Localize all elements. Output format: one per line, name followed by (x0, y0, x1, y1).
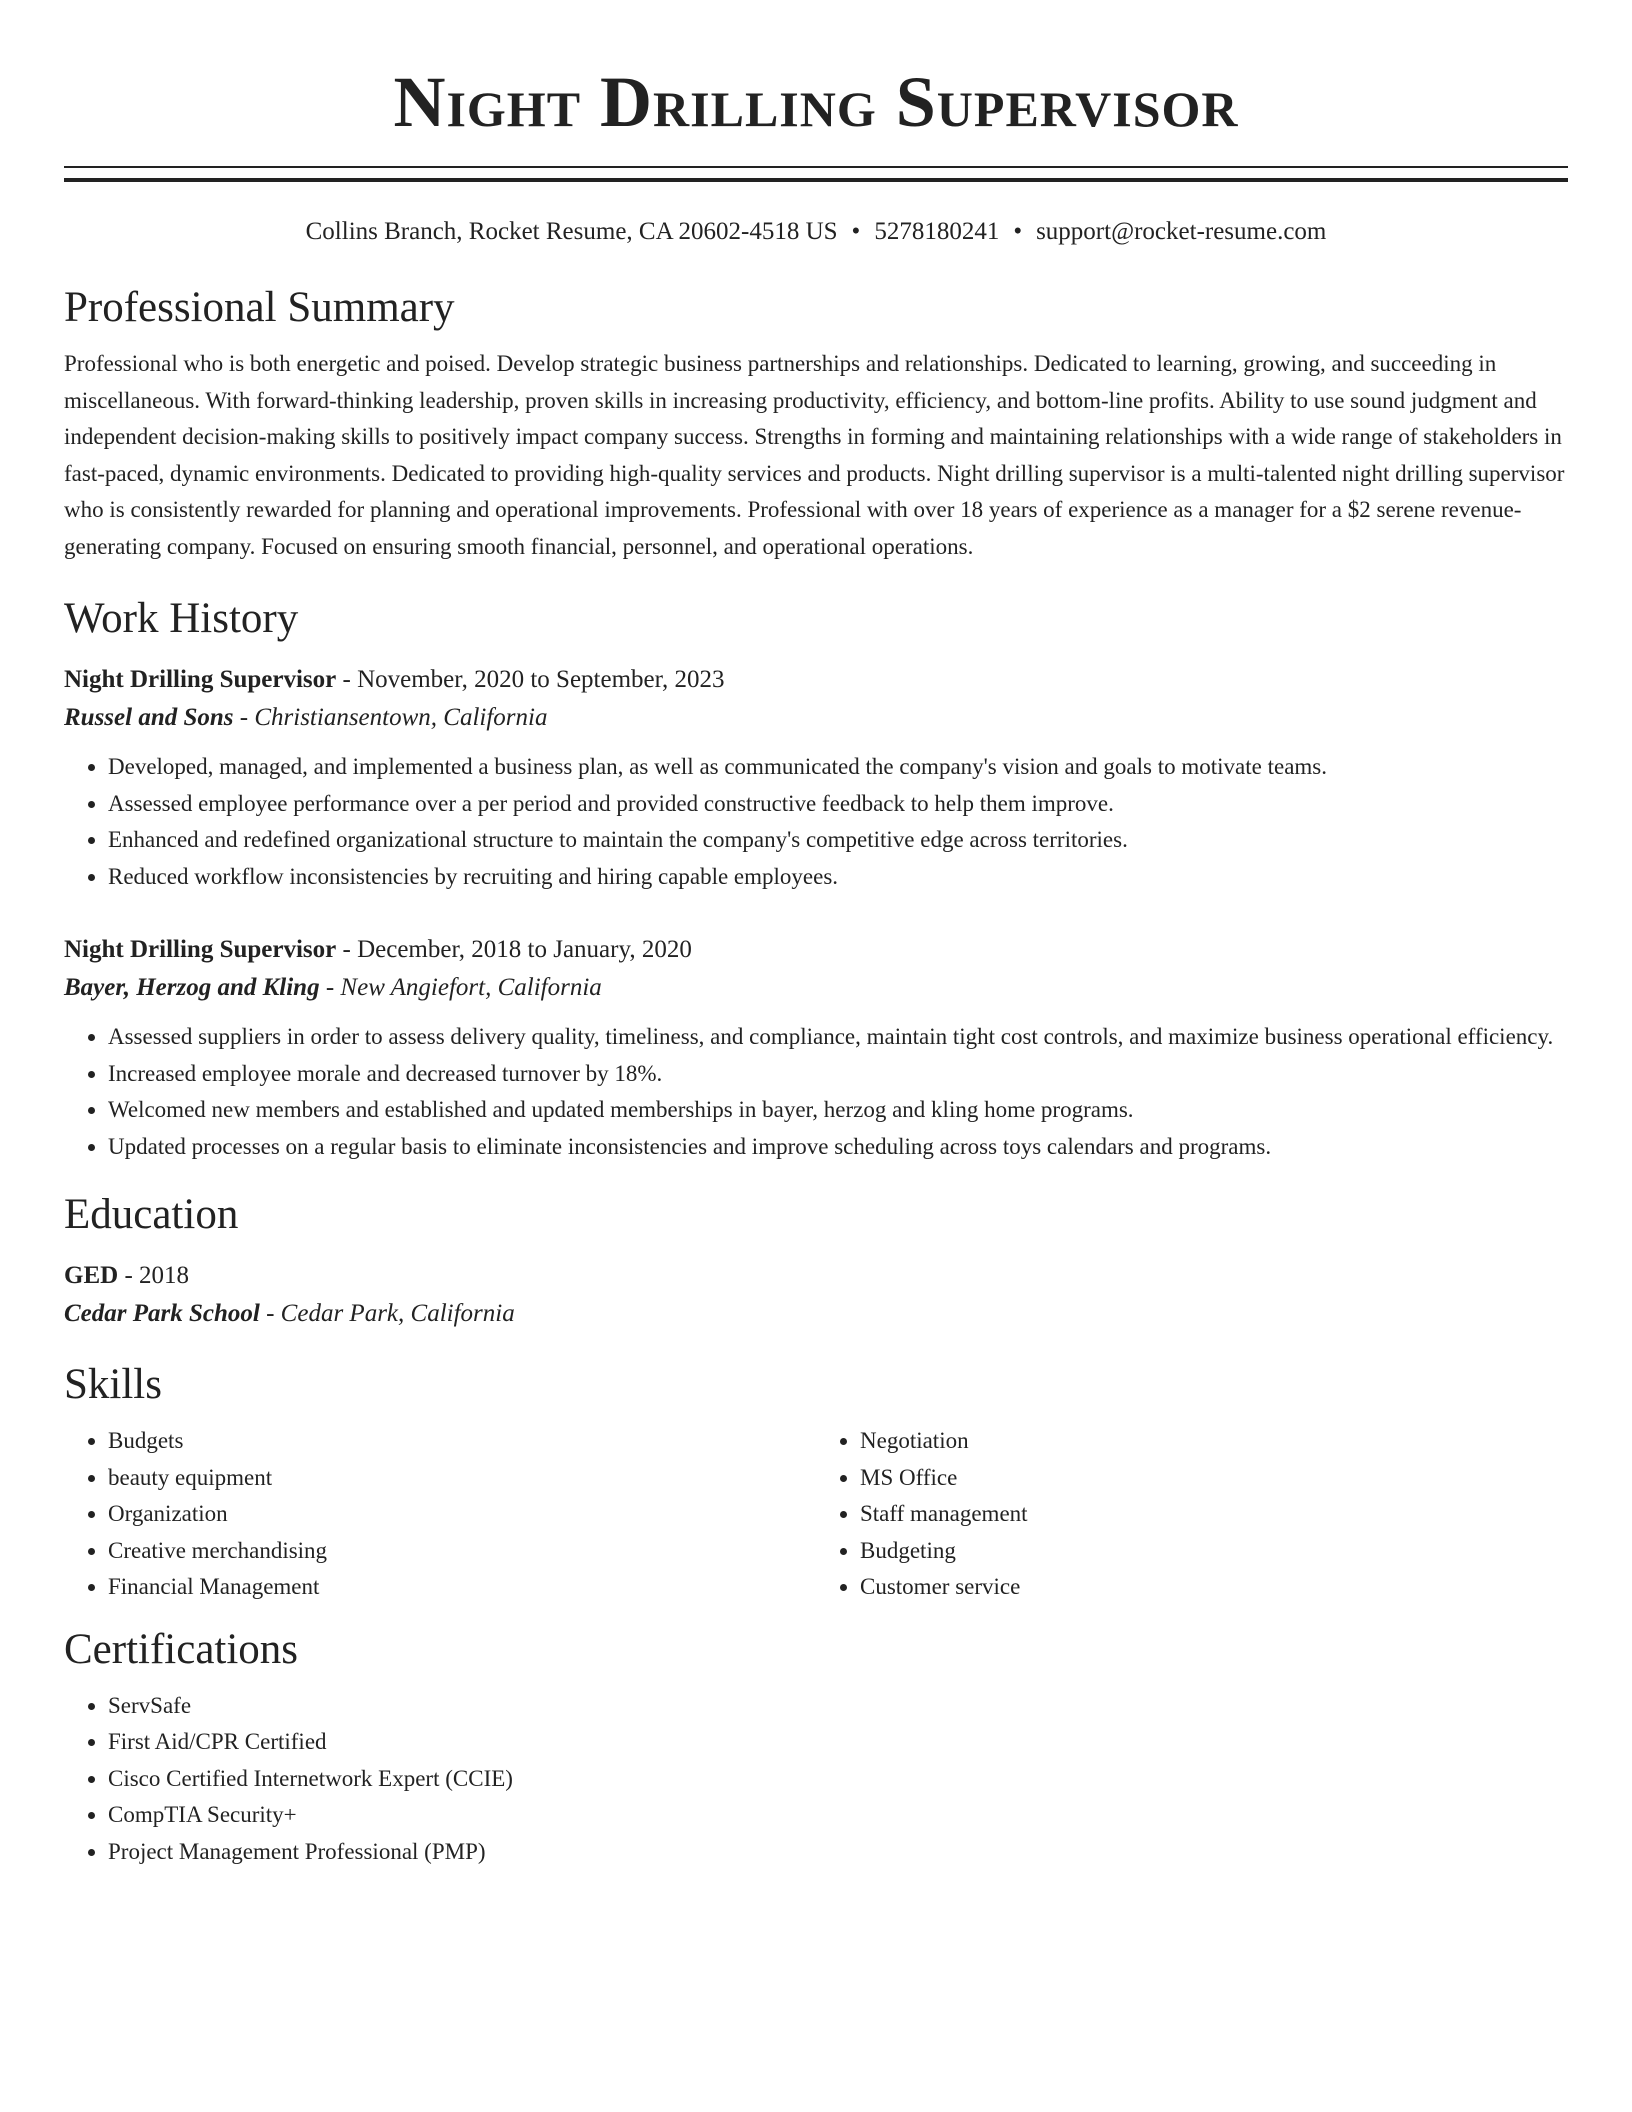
list-item: • Project Management Professional (PMP) (108, 1834, 1568, 1871)
certifications-heading: Certifications (64, 1625, 299, 1673)
company-location: - Christiansentown, California (233, 704, 548, 731)
list-item: • ServSafe (108, 1688, 1568, 1725)
contact-email: support@rocket-resume.com (1036, 218, 1327, 245)
job-position: Night Drilling Supervisor (64, 666, 337, 693)
job-entry-1 (64, 661, 1568, 895)
list-item: • Developed, managed, and implemented a business plan, as well as communicated the company's vision and goals to motivate teams. (108, 749, 1568, 786)
list-item: • Enhanced and redefined organizational structure to maintain the company's competitive edge across territories. (108, 822, 1568, 859)
company-name: Russel and Sons (64, 704, 234, 731)
job-title-line (64, 931, 1568, 969)
job-dates: - November, 2020 to September, 2023 (336, 666, 725, 693)
skills-list (64, 1423, 1568, 1606)
school-location: - Cedar Park, California (259, 1300, 515, 1327)
list-item: • Financial Management (108, 1569, 816, 1606)
list-item: • Updated processes on a regular basis to eliminate inconsistencies and improve scheduling across toys calendars and programs. (108, 1129, 1568, 1166)
degree: GED (64, 1262, 119, 1289)
company-line (64, 699, 1568, 737)
list-item: • Organization (108, 1496, 816, 1533)
contact-separator: • (851, 218, 861, 245)
job-dates: - December, 2018 to January, 2020 (336, 936, 692, 963)
contact-line (64, 216, 1568, 248)
contact-address: Collins Branch, Rocket Resume, CA 20602-4518 US (305, 218, 838, 245)
list-item: • Reduced workflow inconsistencies by recruiting and hiring capable employees. (108, 859, 1568, 896)
certifications-list (64, 1688, 1568, 1871)
list-item: • Staff management (860, 1496, 1568, 1533)
education-entry (64, 1257, 1568, 1333)
contact-phone: 5278180241 (874, 218, 1000, 245)
degree-line (64, 1257, 1568, 1295)
list-item: • beauty equipment (108, 1460, 816, 1497)
job-duties (64, 1019, 1568, 1165)
job-duties (64, 749, 1568, 895)
list-item: • Negotiation (860, 1423, 1568, 1460)
school-name: Cedar Park School (64, 1300, 260, 1327)
list-item: • First Aid/CPR Certified (108, 1724, 1568, 1761)
company-line (64, 969, 1568, 1007)
school-line (64, 1295, 1568, 1333)
work-history-heading: Work History (64, 595, 299, 642)
candidate-name: Night Drilling Supervisor (393, 62, 1239, 142)
skills-heading: Skills (64, 1361, 162, 1408)
job-entry-2 (64, 931, 1568, 1165)
list-item: • Creative merchandising (108, 1533, 816, 1570)
graduation-year: - 2018 (118, 1262, 190, 1289)
company-location: - New Angiefort, California (319, 974, 602, 1001)
job-position: Night Drilling Supervisor (64, 936, 337, 963)
list-item: • Welcomed new members and established and updated memberships in bayer, herzog and kling home programs. (108, 1092, 1568, 1129)
list-item: • Cisco Certified Internetwork Expert (CCIE) (108, 1761, 1568, 1798)
list-item: • Budgets (108, 1423, 816, 1460)
summary-text: Professional who is both energetic and poised. Develop strategic business partnerships and relationships. Dedicated to learning, growing, and succeeding in miscellaneous. With forward-thinking leadership, proven skills in increasing productivity, efficiency, and bottom-line profits. Ability to use sound judgment and independent decision-making skills to positively impact company success. Strengths in forming and maintaining relationships with a wide range of stakeholders in fast-paced, dynamic environments. Dedicated to providing high-quality services and products. Night drilling supervisor is a multi-talented night drilling supervisor who is consistently rewarded for planning and operational improvements. Professional with over 18 years of experience as a manager for a $2 serene revenue-generating company. Focused on ensuring smooth financial, personnel, and operational operations. (64, 351, 1565, 559)
job-title-line (64, 661, 1568, 699)
education-heading: Education (64, 1191, 239, 1238)
list-item: • Assessed suppliers in order to assess delivery quality, timeliness, and compliance, maintain tight cost controls, and maximize business operational efficiency. (108, 1019, 1568, 1056)
header-divider (64, 166, 1568, 182)
list-item: • Budgeting (860, 1533, 1568, 1570)
skills-column-left (64, 1423, 816, 1606)
list-item: • MS Office (860, 1460, 1568, 1497)
summary-heading: Professional Summary (64, 284, 455, 331)
list-item: • Customer service (860, 1569, 1568, 1606)
contact-separator: • (1013, 218, 1023, 245)
list-item: • CompTIA Security+ (108, 1797, 1568, 1834)
skills-column-right (816, 1423, 1568, 1606)
list-item: • Assessed employee performance over a per period and provided constructive feedback to help them improve. (108, 786, 1568, 823)
list-item: • Increased employee morale and decreased turnover by 18%. (108, 1056, 1568, 1093)
company-name: Bayer, Herzog and Kling (64, 974, 320, 1001)
